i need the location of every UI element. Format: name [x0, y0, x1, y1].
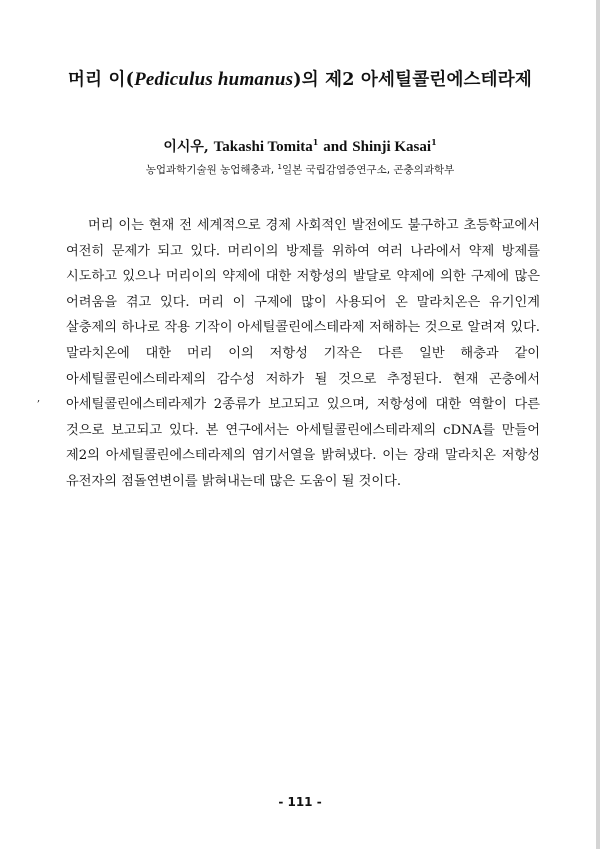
title-prefix: 머리 이(: [68, 70, 135, 90]
author-conjunction: and: [323, 139, 348, 155]
author-3: Shinji Kasai: [352, 139, 432, 155]
page-number: - 111 -: [278, 795, 322, 809]
author-3-affil-mark: 1: [431, 137, 437, 147]
author-1: 이시우,: [163, 139, 209, 155]
title-suffix: )의 제2 아세틸콜린에스테라제: [293, 70, 532, 90]
affiliation-mark: 1: [277, 163, 282, 171]
abstract-text: 머리 이는 현재 전 세계적으로 경제 사회적인 발전에도 불구하고 초등학교에서 여전히 문제가 되고 있다. 머리이의 방제를 위하여 여러 나라에서 약제 방제를 시도하고 있으나 머리이의 약제에 대한 저항성의 발달로 약제에 의한 구제에 많은 어려움을 겪고 있다. 머리 이 구제에 많이 사용되어 온 말라치온은 유기인계 살충제의 하나로 작용 기작이 아세틸콜린에스테라제 저해하는 것으로 알려져 있다. 말라치온에 대한 머리 이의 저항성 기작은 다른 일반 해충과 같이 아세틸콜린에스테라제의 감수성 저하가 될 것으로 추정된다. 현재 곤충에서 아세틸콜린에스테라제가 2종류가 보고되고 있으며, 저항성에 대한 역할이 다른 것으로 보고되고 있다. 본 연구에서는 아세틸콜린에스테라제의 cDNA를 만들어 제2의 아세틸콜린에스테라제의 염기서열을 밝혀냈다. 이는 장래 말라치온 저항성 유전자의 점돌연변이를 밝혀내는데 많은 도움이 될 것이다.: [66, 218, 540, 489]
affiliation-primary: 농업과학기술원 농업해충과,: [145, 164, 275, 176]
affiliation-secondary: 일본 국립감염증연구소, 곤충의과학부: [281, 164, 455, 176]
abstract-paragraph: [66, 213, 540, 495]
page-edge: [596, 0, 600, 849]
author-2: Takashi Tomita: [213, 139, 313, 155]
species-name: Pediculus humanus: [134, 69, 294, 90]
margin-dot: ,: [37, 393, 41, 404]
paper-title: [0, 66, 600, 91]
author-line: [0, 136, 600, 156]
affiliation-line: [0, 162, 600, 177]
author-2-affil-mark: 1: [312, 137, 319, 147]
